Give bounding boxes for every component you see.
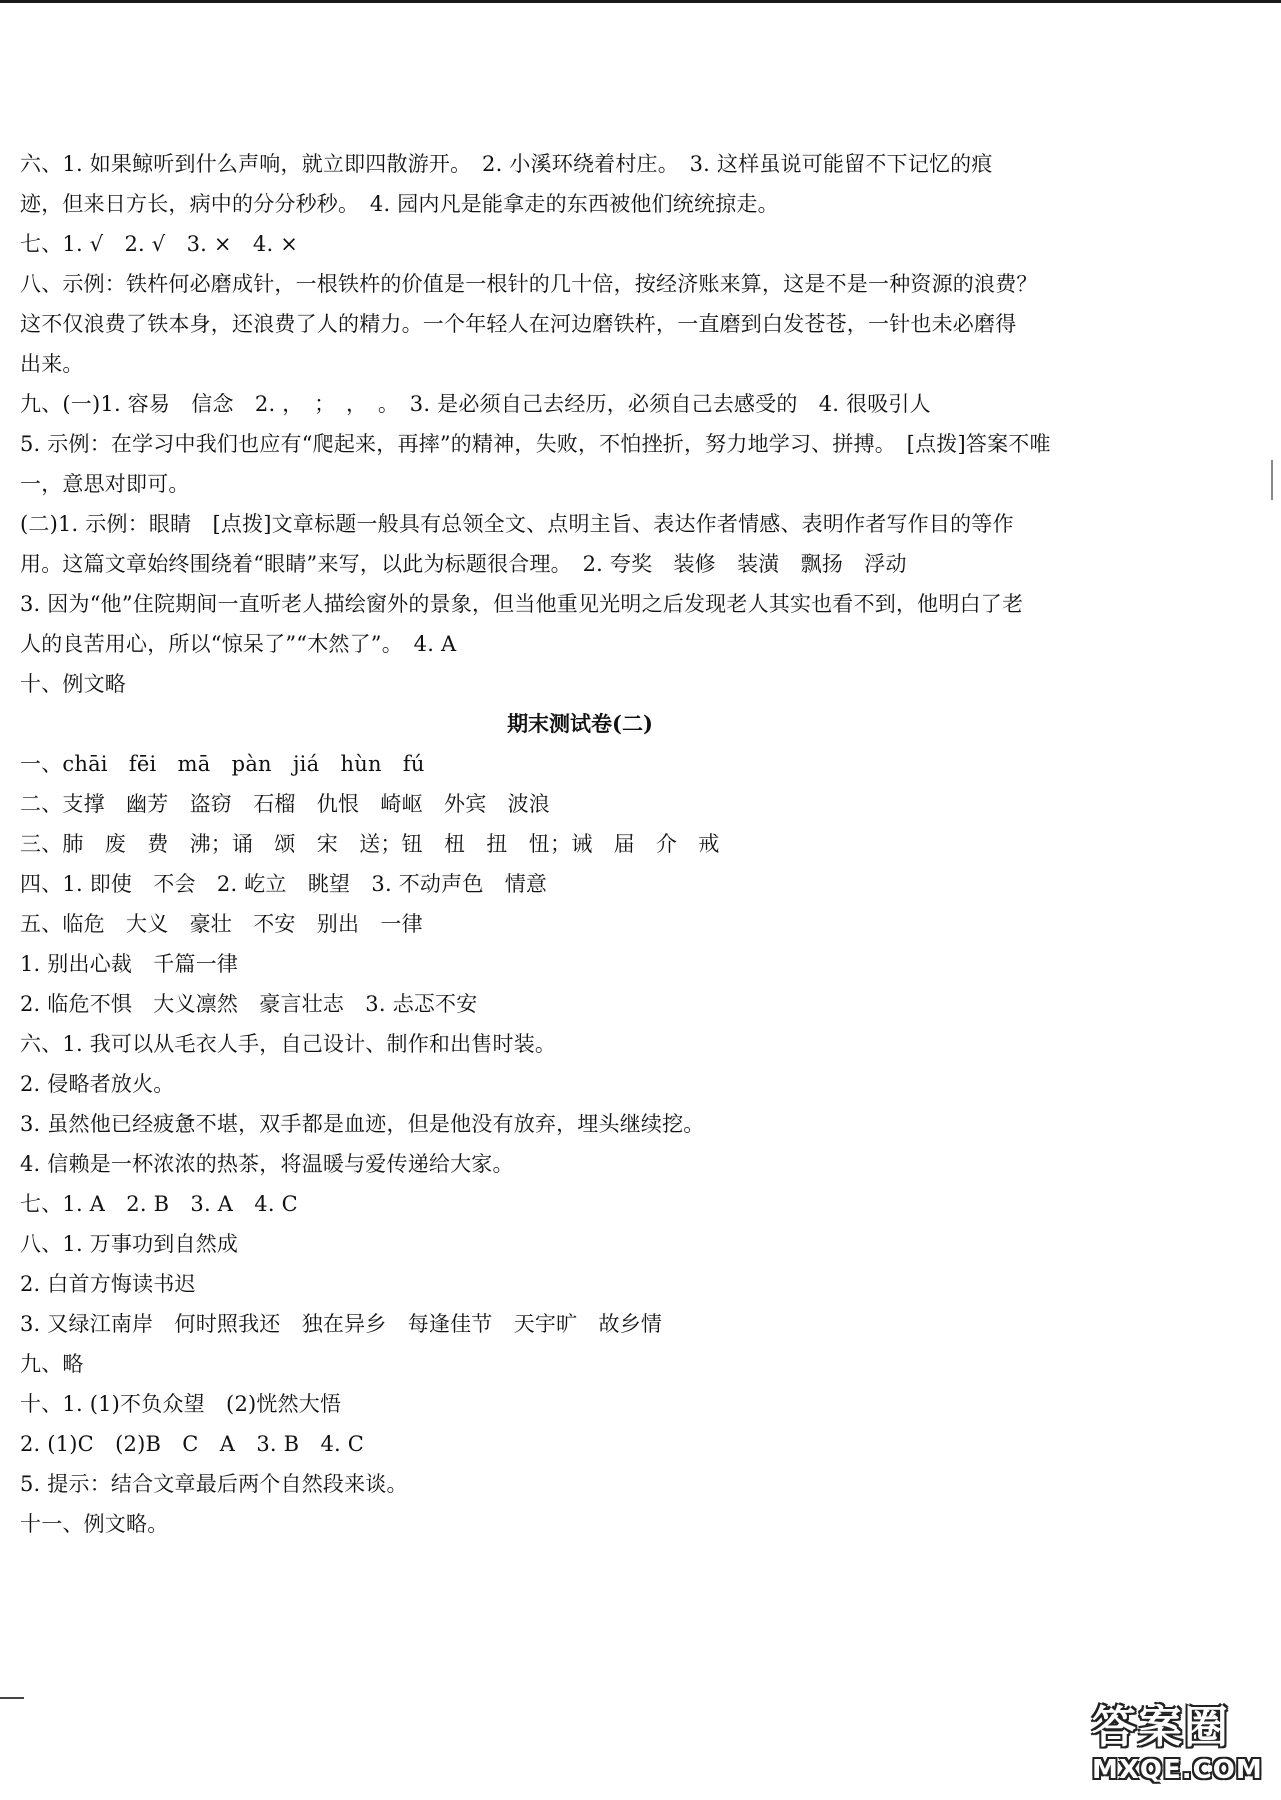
answer-line: 四、1. 即使 不会 2. 屹立 眺望 3. 不动声色 情意 (20, 872, 548, 896)
watermark-domain-text: MXQE.COM (1092, 1755, 1263, 1785)
answer-line: 4. 信赖是一杯浓浓的热茶，将温暖与爱传递给大家。 (20, 1152, 514, 1176)
site-watermark-logo (1092, 1702, 1274, 1792)
answer-line: 5. 提示：结合文章最后两个自然段来谈。 (20, 1472, 408, 1496)
answer-line: 十、1. (1)不负众望 (2)恍然大悟 (20, 1392, 342, 1416)
answer-line: 七、1. √ 2. √ 3. × 4. × (20, 232, 298, 256)
answer-line: 1. 别出心裁 千篇一律 (20, 952, 239, 976)
answer-line: 八、1. 万事功到自然成 (20, 1232, 239, 1256)
answer-sheet-content (20, 150, 1100, 1550)
bottom-margin-mark (0, 1697, 24, 1699)
answer-line: 5. 示例：在学习中我们也应有“爬起来，再摔”的精神，失败，不怕挫折，努力地学习、拼搏。 [点拨]答案不唯 (20, 432, 1051, 456)
answer-line: 九、略 (20, 1352, 84, 1376)
answer-line: 2. (1)C (2)B C A 3. B 4. C (20, 1432, 365, 1456)
answer-line: 2. 临危不惧 大义凛然 豪言壮志 3. 忐忑不安 (20, 992, 478, 1016)
answer-line: 迹，但来日方长，病中的分分秒秒。 4. 园内凡是能拿走的东西被他们统统掠走。 (20, 192, 779, 216)
answer-line: 六、1. 我可以从毛衣人手，自己设计、制作和出售时装。 (20, 1032, 557, 1056)
answer-line: 三、肺 废 费 沸；诵 颂 宋 送；钮 杻 扭 忸；诫 届 介 戒 (20, 832, 720, 856)
answer-line: 十、例文略 (20, 672, 126, 696)
part-one-answers (20, 150, 1100, 698)
answer-line: 七、1. A 2. B 3. A 4. C (20, 1192, 298, 1216)
answer-line: 十一、例文略。 (20, 1512, 169, 1536)
answer-line: 人的良苦用心，所以“惊呆了”“木然了”。 4. A (20, 632, 457, 656)
answer-line: 用。这篇文章始终围绕着“眼睛”来写，以此为标题很合理。 2. 夸奖 装修 装潢 飘扬 浮动 (20, 552, 907, 576)
answer-line: (二)1. 示例：眼睛 [点拨]文章标题一般具有总领全文、点明主旨、表达作者情感、表明作者写作目的等作 (20, 512, 1014, 536)
answer-line: 二、支撑 幽芳 盗窃 石榴 仇恨 崎岖 外宾 波浪 (20, 792, 550, 816)
answer-line: 出来。 (20, 352, 84, 376)
top-border-rule (0, 0, 1281, 3)
part-two-answers (20, 750, 1100, 1538)
answer-line: 一、chāi fēi mā pàn jiá hùn fú (20, 752, 425, 776)
section-title: 期末测试卷(二) (507, 711, 653, 736)
answer-line: 五、临危 大义 豪壮 不安 别出 一律 (20, 912, 423, 936)
watermark-logo-text: 答案圈 (1092, 1702, 1230, 1753)
answer-line: 3. 又绿江南岸 何时照我还 独在异乡 每逢佳节 天宇旷 故乡情 (20, 1312, 663, 1336)
answer-line: 3. 虽然他已经疲惫不堪，双手都是血迹，但是他没有放弃，埋头继续挖。 (20, 1112, 705, 1136)
answer-line: 六、1. 如果鲸听到什么声响，就立即四散游开。 2. 小溪环绕着村庄。 3. 这样虽说可能留不下记忆的痕 (20, 152, 993, 176)
scan-edge-mark (1271, 460, 1273, 500)
answer-line: 八、示例：铁杵何必磨成针，一根铁杵的价值是一根针的几十倍，按经济账来算，这是不是一种资源的浪费？ (20, 272, 1038, 296)
answer-line: 3. 因为“他”住院期间一直听老人描绘窗外的景象，但当他重见光明之后发现老人其实也看不到，他明白了老 (20, 592, 1024, 616)
answer-line: 2. 侵略者放火。 (20, 1072, 175, 1096)
answer-line: 这不仅浪费了铁本身，还浪费了人的精力。一个年轻人在河边磨铁杵，一直磨到白发苍苍，一针也未必磨得 (20, 312, 1017, 336)
answer-line: 2. 白首方悔读书迟 (20, 1272, 196, 1296)
answer-line: 一，意思对即可。 (20, 472, 190, 496)
answer-line: 九、(一)1. 容易 信念 2. ， ； ， 。 3. 是必须自己去经历，必须自己去感受的 4. 很吸引人 (20, 392, 931, 416)
